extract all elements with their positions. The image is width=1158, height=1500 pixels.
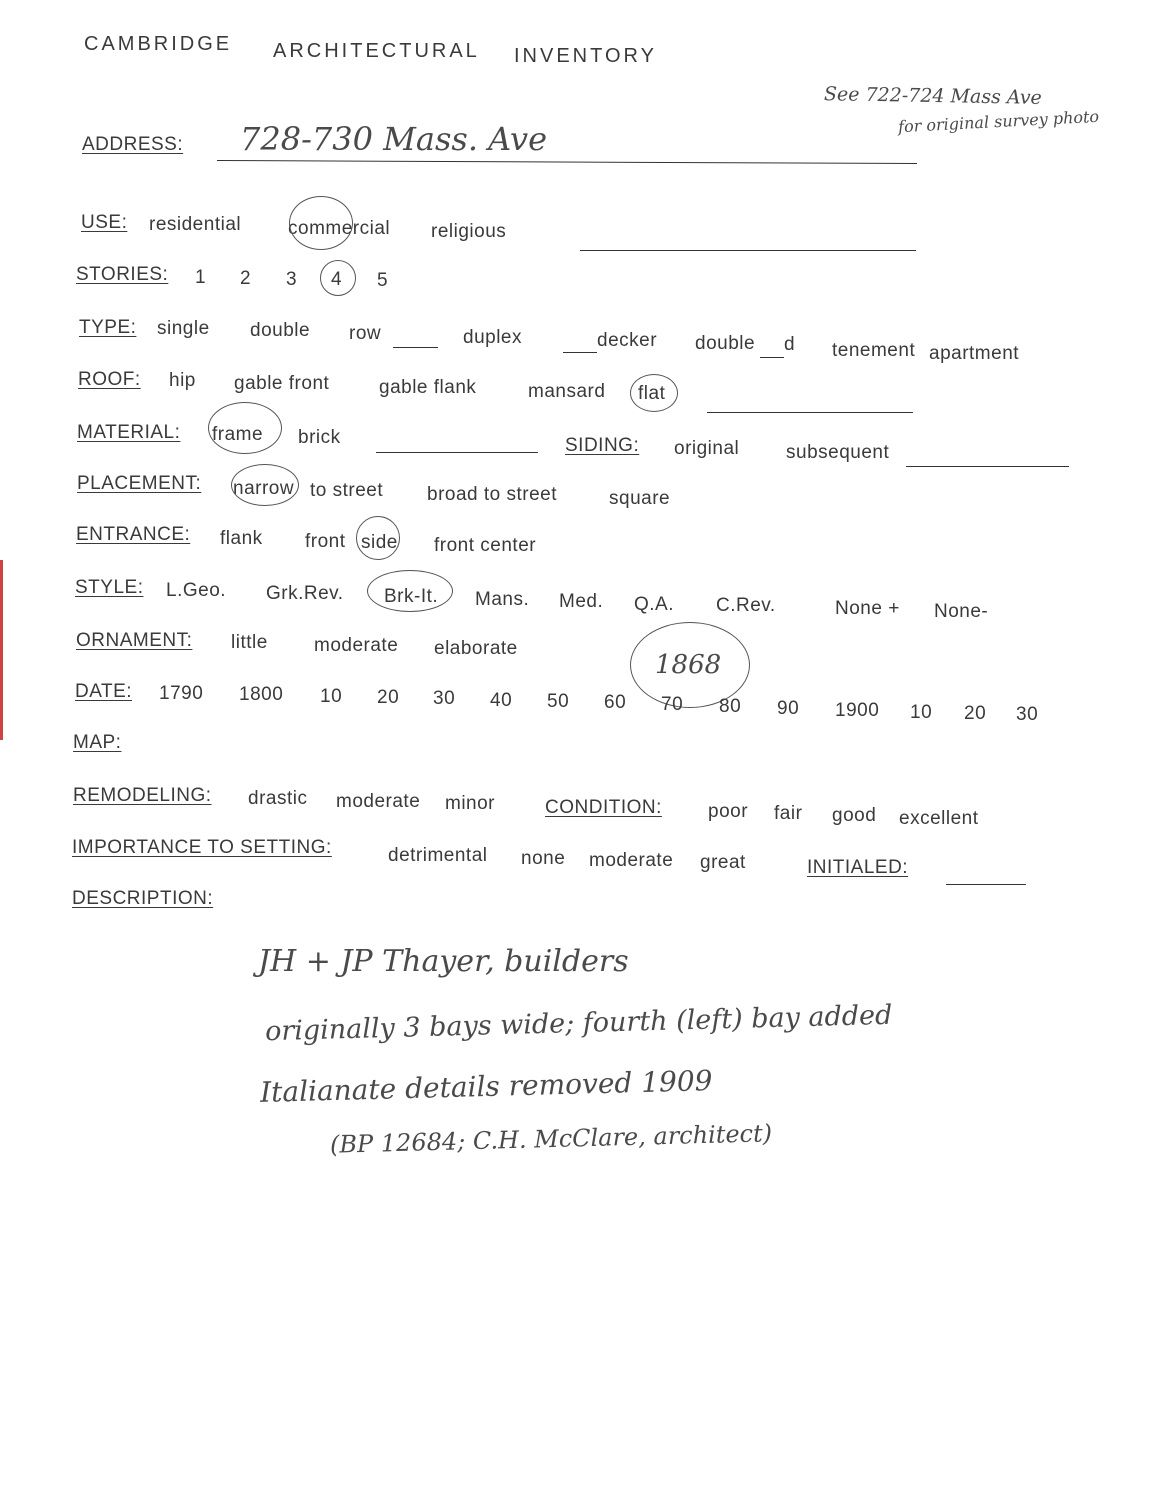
material-frame-circle: [208, 402, 282, 454]
date-40: 40: [490, 690, 513, 711]
type-decker-line: [563, 352, 597, 353]
address-line: [217, 160, 917, 164]
map-label: MAP:: [73, 732, 122, 753]
description-line-4: (BP 12684; C.H. McClare, architect): [329, 1119, 773, 1159]
remodeling-label: REMODELING:: [73, 785, 212, 806]
use-religious: religious: [431, 221, 507, 242]
date-20: 20: [377, 687, 400, 708]
stories-5: 5: [377, 270, 389, 291]
use-label: USE:: [81, 212, 128, 233]
date-10: 10: [320, 686, 343, 707]
date-1900: 1900: [835, 700, 880, 721]
importance-great: great: [700, 852, 746, 873]
stories-4-circle: [320, 260, 356, 296]
address-label: ADDRESS:: [82, 134, 184, 155]
style-med: Med.: [559, 591, 604, 612]
remodeling-minor: minor: [445, 793, 496, 814]
stories-4: 4: [331, 269, 343, 290]
use-commercial: commercial: [288, 218, 391, 239]
date-1930: 30: [1016, 704, 1039, 725]
type-double-d-line: [760, 357, 784, 358]
remodeling-drastic: drastic: [248, 788, 308, 809]
date-1910: 10: [910, 702, 933, 723]
date-1920: 20: [964, 703, 987, 724]
material-other-line: [376, 452, 538, 453]
type-row: row: [349, 323, 382, 344]
entrance-front: front: [305, 531, 346, 552]
type-tenement: tenement: [832, 340, 916, 361]
use-other-line: [580, 250, 916, 251]
description-line-2: originally 3 bays wide; fourth (left) bay added: [264, 999, 893, 1048]
siding-original: original: [674, 438, 740, 459]
stories-3: 3: [286, 269, 298, 290]
ornament-little: little: [231, 632, 268, 653]
type-apartment: apartment: [929, 343, 1020, 364]
stories-1: 1: [195, 267, 207, 288]
entrance-side: side: [361, 532, 398, 553]
entrance-side-circle: [356, 516, 400, 560]
note-line-1: See 722-724 Mass Ave: [823, 83, 1042, 109]
use-residential: residential: [149, 214, 242, 235]
entrance-label: ENTRANCE:: [76, 524, 191, 545]
ornament-moderate: moderate: [314, 635, 399, 656]
placement-broad: broad to street: [427, 484, 558, 505]
placement-square: square: [609, 488, 671, 509]
roof-mansard: mansard: [528, 381, 606, 402]
style-grkrev: Grk.Rev.: [266, 583, 344, 604]
style-lgeo: L.Geo.: [166, 580, 227, 601]
type-single: single: [157, 318, 210, 339]
header-inventory: INVENTORY: [514, 45, 657, 67]
style-brkit-circle: [367, 570, 453, 612]
remodeling-moderate: moderate: [336, 791, 421, 812]
importance-detrimental: detrimental: [388, 845, 488, 866]
roof-label: ROOF:: [78, 369, 141, 390]
scan-edge-mark: [0, 560, 3, 740]
type-decker: decker: [597, 330, 658, 351]
header-cambridge: CAMBRIDGE: [84, 33, 233, 55]
date-label: DATE:: [75, 681, 133, 702]
importance-none: none: [521, 848, 566, 869]
description-line-1: JH + JP Thayer, builders: [258, 944, 629, 979]
siding-subsequent: subsequent: [786, 442, 890, 463]
entrance-front-center: front center: [434, 535, 537, 556]
material-brick: brick: [298, 427, 341, 448]
stories-label: STORIES:: [76, 264, 169, 285]
ornament-label: ORNAMENT:: [76, 630, 193, 651]
roof-flat-circle: [630, 374, 678, 412]
style-crev: C.Rev.: [716, 595, 776, 616]
description-line-3: Italianate details removed 1909: [259, 1064, 713, 1109]
roof-gable-flank: gable flank: [379, 377, 477, 398]
style-none-plus: None +: [835, 598, 900, 619]
placement-label: PLACEMENT:: [77, 473, 202, 494]
type-label: TYPE:: [79, 317, 137, 338]
placement-to-street: to street: [310, 480, 384, 501]
stories-2: 2: [240, 268, 252, 289]
header-architectural: ARCHITECTURAL: [273, 40, 480, 62]
type-d: d: [784, 334, 796, 355]
date-90: 90: [777, 698, 800, 719]
date-80: 80: [719, 696, 742, 717]
roof-flat: flat: [638, 383, 666, 404]
date-70: 70: [661, 694, 684, 715]
condition-excellent: excellent: [899, 808, 979, 829]
note-line-2: for original survey photo: [897, 106, 1100, 137]
condition-poor: poor: [708, 801, 749, 822]
style-qa: Q.A.: [634, 594, 675, 615]
date-30: 30: [433, 688, 456, 709]
ornament-elaborate: elaborate: [434, 638, 518, 659]
roof-hip: hip: [169, 370, 196, 391]
style-label: STYLE:: [75, 577, 144, 598]
placement-narrow: narrow: [233, 478, 295, 499]
description-label: DESCRIPTION:: [72, 888, 214, 909]
importance-label: IMPORTANCE TO SETTING:: [72, 837, 332, 858]
condition-label: CONDITION:: [545, 797, 662, 818]
initialed-line: [946, 884, 1026, 885]
date-60: 60: [604, 692, 627, 713]
placement-narrow-circle: [231, 464, 299, 506]
date-50: 50: [547, 691, 570, 712]
roof-gable-front: gable front: [234, 373, 330, 394]
date-1800: 1800: [239, 684, 284, 705]
condition-good: good: [832, 805, 877, 826]
material-frame: frame: [212, 424, 264, 445]
style-mans: Mans.: [475, 589, 530, 610]
material-label: MATERIAL:: [77, 422, 181, 443]
type-row-line: [393, 347, 438, 348]
roof-other-line: [707, 412, 913, 413]
type-double: double: [250, 320, 311, 341]
type-duplex: duplex: [463, 327, 522, 348]
address-value: 728-730 Mass. Ave: [240, 120, 547, 158]
style-none-minus: None-: [934, 601, 989, 622]
initialed-label: INITIALED:: [807, 857, 909, 878]
date-handwritten: 1868: [655, 650, 722, 680]
entrance-flank: flank: [220, 528, 263, 549]
date-1790: 1790: [159, 683, 204, 704]
style-brkit: Brk-It.: [384, 586, 439, 607]
siding-label: SIDING:: [565, 435, 640, 456]
use-commercial-circle: [289, 196, 353, 250]
siding-other-line: [906, 466, 1069, 467]
importance-moderate: moderate: [589, 850, 674, 871]
type-double-d: double: [695, 333, 756, 354]
condition-fair: fair: [774, 803, 803, 824]
